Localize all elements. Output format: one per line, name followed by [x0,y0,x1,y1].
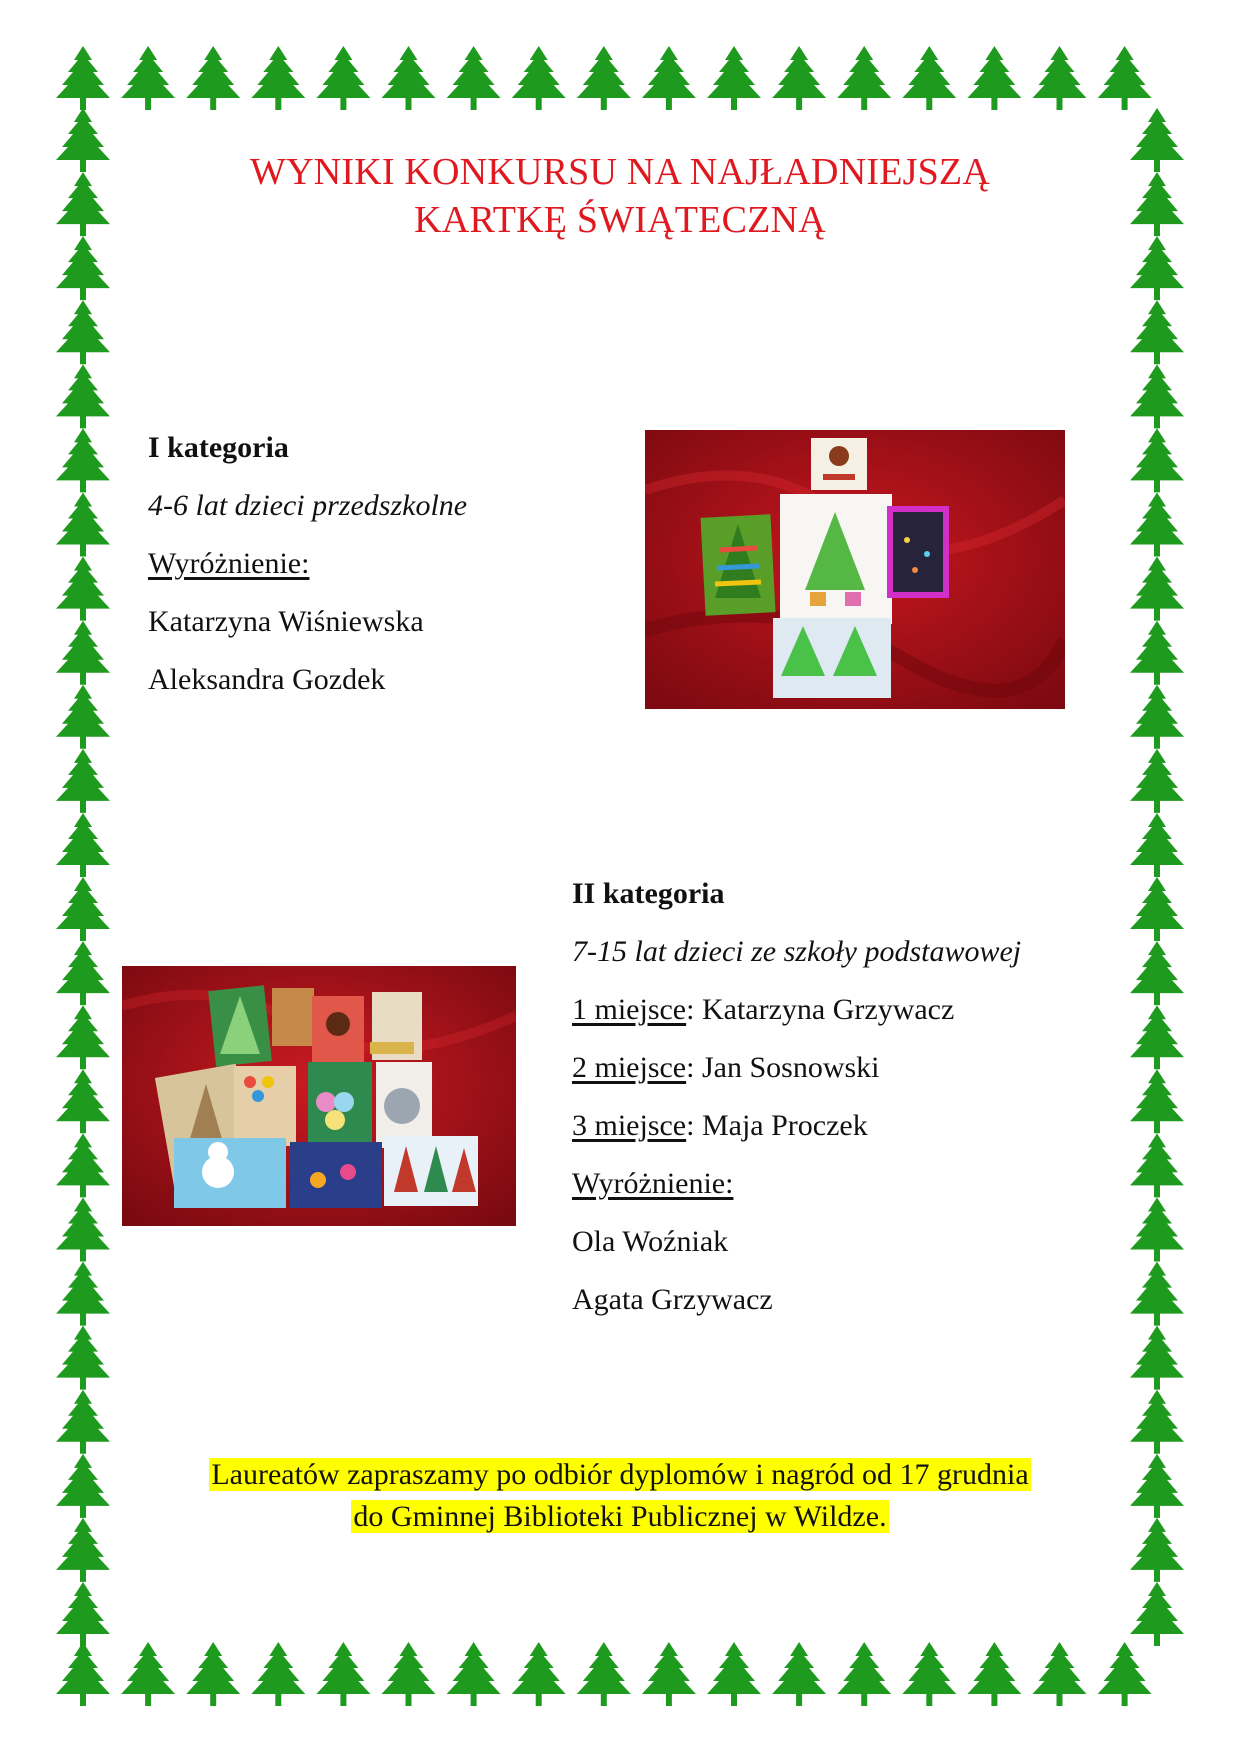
tree-icon [447,1642,501,1706]
tree-icon [1130,1326,1184,1390]
tree-icon [837,46,891,110]
tree-icon [967,46,1021,110]
tree-icon [1130,877,1184,941]
tree-icon [56,749,110,813]
tree-icon [1130,621,1184,685]
tree-icon [1130,1454,1184,1518]
tree-icon [1098,1642,1152,1706]
tree-icon [1130,685,1184,749]
pickup-note-line-1: Laureatów zapraszamy po odbiór dyplomów i nagród od 17 grudnia [211,1458,1029,1491]
tree-icon [56,1005,110,1069]
tree-icon [1130,1262,1184,1326]
tree-icon [577,46,631,110]
tree-icon [1130,172,1184,236]
category-2-subtitle: 7-15 lat dzieci ze szkoły podstawowej [572,935,1022,968]
tree-icon [186,1642,240,1706]
category-2-place-3 [572,1108,868,1144]
tree-icon [56,1326,110,1390]
tree-icon [56,813,110,877]
tree-icon [56,1642,110,1706]
tree-icon [121,1642,175,1706]
tree-icon [837,1642,891,1706]
tree-icon [1130,1069,1184,1133]
category-2-place-1 [572,992,954,1028]
category-2-distinction-label: Wyróżnienie: [572,1167,734,1200]
tree-icon [382,46,436,110]
tree-icon [447,46,501,110]
tree-icon [1130,557,1184,621]
tree-icon [56,1069,110,1133]
tree-icon [902,1642,956,1706]
tree-icon [56,1197,110,1261]
tree-icon [577,1642,631,1706]
tree-icon [186,46,240,110]
tree-icon [1130,1518,1184,1582]
tree-icon [56,1518,110,1582]
tree-icon [56,428,110,492]
tree-icon [707,46,761,110]
tree-icon [1033,1642,1087,1706]
tree-icon [56,46,110,110]
category-2-place-2 [572,1050,880,1086]
tree-icon [56,685,110,749]
place-1-name: : Katarzyna Grzywacz [686,993,955,1026]
tree-icon [1130,1582,1184,1646]
tree-icon [642,1642,696,1706]
tree-icon [512,46,566,110]
tree-icon [1130,941,1184,1005]
tree-icon [56,172,110,236]
tree-icon [1130,236,1184,300]
tree-icon [56,1454,110,1518]
tree-icon [56,108,110,172]
tree-icon [1130,493,1184,557]
tree-icon [56,941,110,1005]
tree-icon [121,46,175,110]
tree-icon [1098,46,1152,110]
tree-icon [967,1642,1021,1706]
place-2-label: 2 miejsce [572,1051,687,1084]
tree-icon [56,1262,110,1326]
tree-icon [251,46,305,110]
tree-icon [316,46,370,110]
place-3-name: : Maja Proczek [686,1109,868,1142]
tree-icon [1130,428,1184,492]
tree-icon [1130,364,1184,428]
tree-icon [56,236,110,300]
pickup-note [140,1454,1100,1538]
title-line-2: KARTKĘ ŚWIĄTECZNĄ [414,199,826,241]
place-2-name: : Jan Sosnowski [686,1051,880,1084]
category-1-heading: I kategoria [148,431,289,464]
pickup-note-line-2: do Gminnej Biblioteki Publicznej w Wildze. [353,1500,887,1533]
tree-icon [902,46,956,110]
page-title [150,148,1090,244]
place-3-label: 3 miejsce [572,1109,687,1142]
tree-icon [1130,1133,1184,1197]
place-1-label: 1 miejsce [572,993,687,1026]
category-1-winner-2: Aleksandra Gozdek [148,663,386,696]
tree-icon [1130,749,1184,813]
tree-icon [1033,46,1087,110]
tree-icon [56,1390,110,1454]
category-1-winner-1: Katarzyna Wiśniewska [148,605,424,638]
tree-icon [1130,1390,1184,1454]
tree-icon [512,1642,566,1706]
tree-icon [1130,1005,1184,1069]
tree-icon [56,493,110,557]
tree-icon [316,1642,370,1706]
tree-icon [642,46,696,110]
tree-icon [251,1642,305,1706]
tree-icon [56,364,110,428]
category-1-distinction-label: Wyróżnienie: [148,547,310,580]
tree-icon [1130,1197,1184,1261]
tree-icon [707,1642,761,1706]
category-2-winner-2: Agata Grzywacz [572,1283,773,1316]
tree-icon [56,557,110,621]
tree-icon [1130,108,1184,172]
tree-icon [772,1642,826,1706]
tree-icon [1130,300,1184,364]
tree-icon [56,621,110,685]
tree-icon [56,877,110,941]
tree-icon [56,300,110,364]
category-2-heading: II kategoria [572,877,725,910]
tree-icon [1130,813,1184,877]
title-line-1: WYNIKI KONKURSU NA NAJŁADNIEJSZĄ [250,151,990,193]
tree-icon [56,1582,110,1646]
category-1-subtitle: 4-6 lat dzieci przedszkolne [148,489,468,522]
tree-icon [772,46,826,110]
category-2-cards-photo [122,966,516,1226]
tree-icon [56,1133,110,1197]
category-1-cards-photo [645,430,1065,709]
tree-icon [382,1642,436,1706]
category-2-winner-1: Ola Woźniak [572,1225,729,1258]
